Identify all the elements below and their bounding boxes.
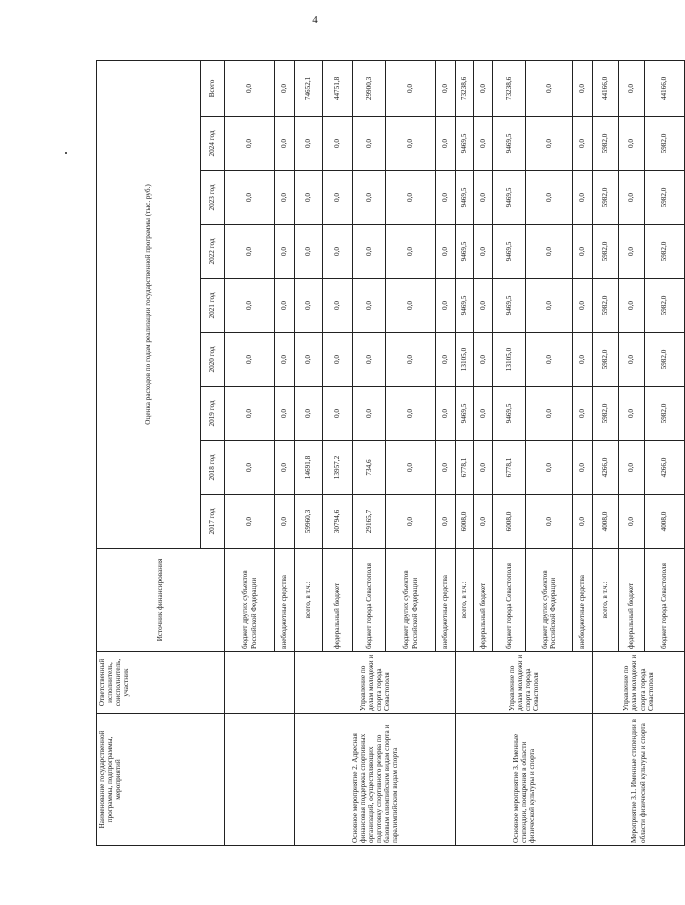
- value-cell: 0,0: [386, 387, 436, 441]
- value-cell: 0,0: [225, 117, 275, 171]
- value-cell: 0,0: [436, 225, 456, 279]
- empty-responsible-cell: [225, 652, 295, 714]
- value-cell: 0,0: [436, 333, 456, 387]
- value-cell: 0,0: [295, 387, 323, 441]
- value-cell: 9469,5: [493, 171, 526, 225]
- value-cell: 5982,0: [593, 279, 619, 333]
- value-cell: 0,0: [225, 279, 275, 333]
- source-cell: бюджет других субъектов Российской Федерации: [225, 549, 275, 652]
- value-cell: 0,0: [619, 279, 645, 333]
- value-cell: 0,0: [386, 441, 436, 495]
- value-cell: 0,0: [619, 171, 645, 225]
- value-cell: 0,0: [295, 171, 323, 225]
- value-cell: 0,0: [353, 387, 386, 441]
- value-cell: 0,0: [474, 333, 493, 387]
- scan-speck: [65, 152, 67, 154]
- value-cell: 0,0: [573, 495, 593, 549]
- value-cell: 0,0: [225, 333, 275, 387]
- year-header: 2020 год: [201, 333, 225, 387]
- value-cell: 0,0: [323, 225, 353, 279]
- source-cell: федеральный бюджет: [474, 549, 493, 652]
- value-cell: 0,0: [474, 225, 493, 279]
- value-cell: 0,0: [474, 171, 493, 225]
- total-cell: 73238,6: [456, 60, 474, 116]
- value-cell: 0,0: [619, 387, 645, 441]
- value-cell: 0,0: [275, 333, 295, 387]
- value-cell: 0,0: [386, 279, 436, 333]
- value-cell: 0,0: [275, 117, 295, 171]
- value-cell: 0,0: [386, 225, 436, 279]
- source-cell: федеральный бюджет: [619, 549, 645, 652]
- value-cell: 9469,5: [456, 171, 474, 225]
- value-cell: 0,0: [436, 495, 456, 549]
- value-cell: 0,0: [386, 333, 436, 387]
- value-cell: 0,0: [436, 171, 456, 225]
- value-cell: 13957,2: [323, 441, 353, 495]
- value-cell: 4008,0: [645, 495, 685, 549]
- value-cell: 0,0: [436, 387, 456, 441]
- value-cell: 0,0: [436, 117, 456, 171]
- value-cell: 5982,0: [645, 333, 685, 387]
- value-cell: 0,0: [573, 441, 593, 495]
- value-cell: 0,0: [436, 279, 456, 333]
- value-cell: 0,0: [474, 495, 493, 549]
- year-header: 2017 год: [201, 495, 225, 549]
- source-cell: внебюджетные средства: [573, 549, 593, 652]
- source-cell: федеральный бюджет: [323, 549, 353, 652]
- value-cell: 13105,0: [456, 333, 474, 387]
- value-cell: 0,0: [353, 171, 386, 225]
- total-cell: 0,0: [474, 60, 493, 116]
- value-cell: 0,0: [353, 117, 386, 171]
- total-cell: 0,0: [573, 60, 593, 116]
- year-header: 2023 год: [201, 171, 225, 225]
- col-header-responsible: Ответственный исполнитель, соисполнитель, участник: [97, 652, 225, 714]
- col-header-name: Наименование государственной программы, подпрограммы, мероприятий: [97, 714, 225, 846]
- value-cell: 5982,0: [645, 387, 685, 441]
- value-cell: 0,0: [386, 495, 436, 549]
- total-header: Всего: [201, 60, 225, 116]
- responsible-cell: Управление по делам молодежи и спорта города Севастополя: [295, 652, 456, 714]
- value-cell: 0,0: [526, 225, 573, 279]
- value-cell: 0,0: [526, 495, 573, 549]
- value-cell: 5982,0: [645, 279, 685, 333]
- source-cell: внебюджетные средства: [436, 549, 456, 652]
- value-cell: 0,0: [353, 279, 386, 333]
- source-cell: всего, в т.ч.:: [593, 549, 619, 652]
- total-cell: 0,0: [275, 60, 295, 116]
- source-cell: бюджет города Севастополя: [353, 549, 386, 652]
- value-cell: 6008,0: [493, 495, 526, 549]
- value-cell: 4008,0: [593, 495, 619, 549]
- value-cell: 14691,8: [295, 441, 323, 495]
- table-row: [225, 60, 275, 845]
- value-cell: 5982,0: [645, 171, 685, 225]
- value-cell: 0,0: [573, 117, 593, 171]
- value-cell: 0,0: [275, 279, 295, 333]
- total-cell: 0,0: [225, 60, 275, 116]
- total-cell: 0,0: [386, 60, 436, 116]
- table-row: [593, 60, 619, 845]
- source-cell: бюджет других субъектов Российской Федерации: [526, 549, 573, 652]
- value-cell: 0,0: [526, 333, 573, 387]
- responsible-cell: Управление по делам молодежи и спорта города Севастополя: [456, 652, 593, 714]
- total-cell: 44166,0: [645, 60, 685, 116]
- value-cell: 0,0: [295, 225, 323, 279]
- value-cell: 0,0: [526, 117, 573, 171]
- value-cell: 4266,0: [593, 441, 619, 495]
- year-header: 2018 год: [201, 441, 225, 495]
- value-cell: 0,0: [225, 225, 275, 279]
- source-cell: бюджет других субъектов Российской Федерации: [386, 549, 436, 652]
- source-cell: всего, в т.ч.:: [456, 549, 474, 652]
- value-cell: 0,0: [225, 495, 275, 549]
- table-row: [456, 60, 474, 845]
- responsible-cell: Управление по делам молодежи и спорта города Севастополя: [593, 652, 685, 714]
- source-cell: всего, в т.ч.:: [295, 549, 323, 652]
- page-number: 4: [312, 14, 318, 26]
- value-cell: 9469,5: [493, 387, 526, 441]
- value-cell: 0,0: [474, 117, 493, 171]
- total-cell: 0,0: [619, 60, 645, 116]
- value-cell: 0,0: [225, 387, 275, 441]
- header-row-top: [97, 60, 201, 845]
- total-cell: 0,0: [526, 60, 573, 116]
- value-cell: 0,0: [573, 279, 593, 333]
- total-cell: 73238,6: [493, 60, 526, 116]
- source-cell: бюджет города Севастополя: [645, 549, 685, 652]
- value-cell: 6778,1: [456, 441, 474, 495]
- activity-name: Основное мероприятие 2. Адресная финансовая поддержка спортивных организаций, осуществляющих подготовку спортивного резерва по базовым олимпийским видам спорта и паралимпийским видам спорта: [295, 714, 456, 846]
- value-cell: 9469,5: [493, 117, 526, 171]
- value-cell: 0,0: [474, 279, 493, 333]
- value-cell: 0,0: [573, 171, 593, 225]
- value-cell: 0,0: [323, 387, 353, 441]
- col-header-estimate: Оценка расходов по годам реализации государственной программы (тыс. руб.): [97, 60, 201, 548]
- value-cell: 0,0: [225, 441, 275, 495]
- value-cell: 0,0: [526, 441, 573, 495]
- empty-name-cell: [225, 714, 295, 846]
- total-cell: 44166,0: [593, 60, 619, 116]
- budget-table: [96, 60, 685, 846]
- value-cell: 0,0: [573, 387, 593, 441]
- value-cell: 5982,0: [593, 171, 619, 225]
- value-cell: 9469,5: [456, 117, 474, 171]
- value-cell: 0,0: [323, 117, 353, 171]
- value-cell: 4266,0: [645, 441, 685, 495]
- total-cell: 0,0: [436, 60, 456, 116]
- value-cell: 0,0: [619, 441, 645, 495]
- value-cell: 59960,3: [295, 495, 323, 549]
- value-cell: 0,0: [526, 279, 573, 333]
- value-cell: 0,0: [526, 387, 573, 441]
- value-cell: 0,0: [353, 225, 386, 279]
- value-cell: 0,0: [619, 495, 645, 549]
- value-cell: 6778,1: [493, 441, 526, 495]
- value-cell: 0,0: [275, 495, 295, 549]
- value-cell: 734,6: [353, 441, 386, 495]
- value-cell: 0,0: [323, 171, 353, 225]
- value-cell: 0,0: [619, 225, 645, 279]
- value-cell: 0,0: [619, 117, 645, 171]
- source-cell: бюджет города Севастополя: [493, 549, 526, 652]
- total-cell: 44751,8: [323, 60, 353, 116]
- value-cell: 5982,0: [593, 117, 619, 171]
- value-cell: 5982,0: [645, 225, 685, 279]
- value-cell: 0,0: [573, 333, 593, 387]
- value-cell: 0,0: [353, 333, 386, 387]
- year-header: 2021 год: [201, 279, 225, 333]
- table-row: [295, 60, 323, 845]
- value-cell: 9469,5: [456, 225, 474, 279]
- value-cell: 5982,0: [593, 225, 619, 279]
- value-cell: 0,0: [526, 171, 573, 225]
- value-cell: 0,0: [225, 171, 275, 225]
- value-cell: 5982,0: [645, 117, 685, 171]
- total-cell: 74652,1: [295, 60, 323, 116]
- value-cell: 0,0: [275, 387, 295, 441]
- value-cell: 0,0: [474, 387, 493, 441]
- year-header: 2022 год: [201, 225, 225, 279]
- value-cell: 30794,6: [323, 495, 353, 549]
- value-cell: 0,0: [386, 171, 436, 225]
- value-cell: 0,0: [275, 225, 295, 279]
- value-cell: 13105,0: [493, 333, 526, 387]
- value-cell: 0,0: [386, 117, 436, 171]
- year-header: 2024 год: [201, 117, 225, 171]
- value-cell: 6008,0: [456, 495, 474, 549]
- value-cell: 29165,7: [353, 495, 386, 549]
- value-cell: 0,0: [323, 333, 353, 387]
- year-header: 2019 год: [201, 387, 225, 441]
- value-cell: 0,0: [436, 441, 456, 495]
- value-cell: 0,0: [295, 333, 323, 387]
- value-cell: 0,0: [573, 225, 593, 279]
- activity-name: Основное мероприятие 3. Именные стипендии, поощрения в области физической культуры и спорта: [456, 714, 593, 846]
- value-cell: 5982,0: [593, 387, 619, 441]
- source-cell: внебюджетные средства: [275, 549, 295, 652]
- value-cell: 0,0: [474, 441, 493, 495]
- activity-name: Мероприятие 3.1. Именные стипендии в области физической культуры и спорта: [593, 714, 685, 846]
- value-cell: 0,0: [295, 279, 323, 333]
- total-cell: 29900,3: [353, 60, 386, 116]
- value-cell: 9469,5: [456, 387, 474, 441]
- value-cell: 0,0: [619, 333, 645, 387]
- value-cell: 0,0: [323, 279, 353, 333]
- value-cell: 9469,5: [493, 279, 526, 333]
- value-cell: 9469,5: [456, 279, 474, 333]
- value-cell: 0,0: [295, 117, 323, 171]
- value-cell: 0,0: [275, 441, 295, 495]
- col-header-source: Источник финансирования: [97, 549, 225, 652]
- value-cell: 0,0: [275, 171, 295, 225]
- rotated-table-wrapper: [96, 61, 669, 846]
- value-cell: 9469,5: [493, 225, 526, 279]
- value-cell: 5982,0: [593, 333, 619, 387]
